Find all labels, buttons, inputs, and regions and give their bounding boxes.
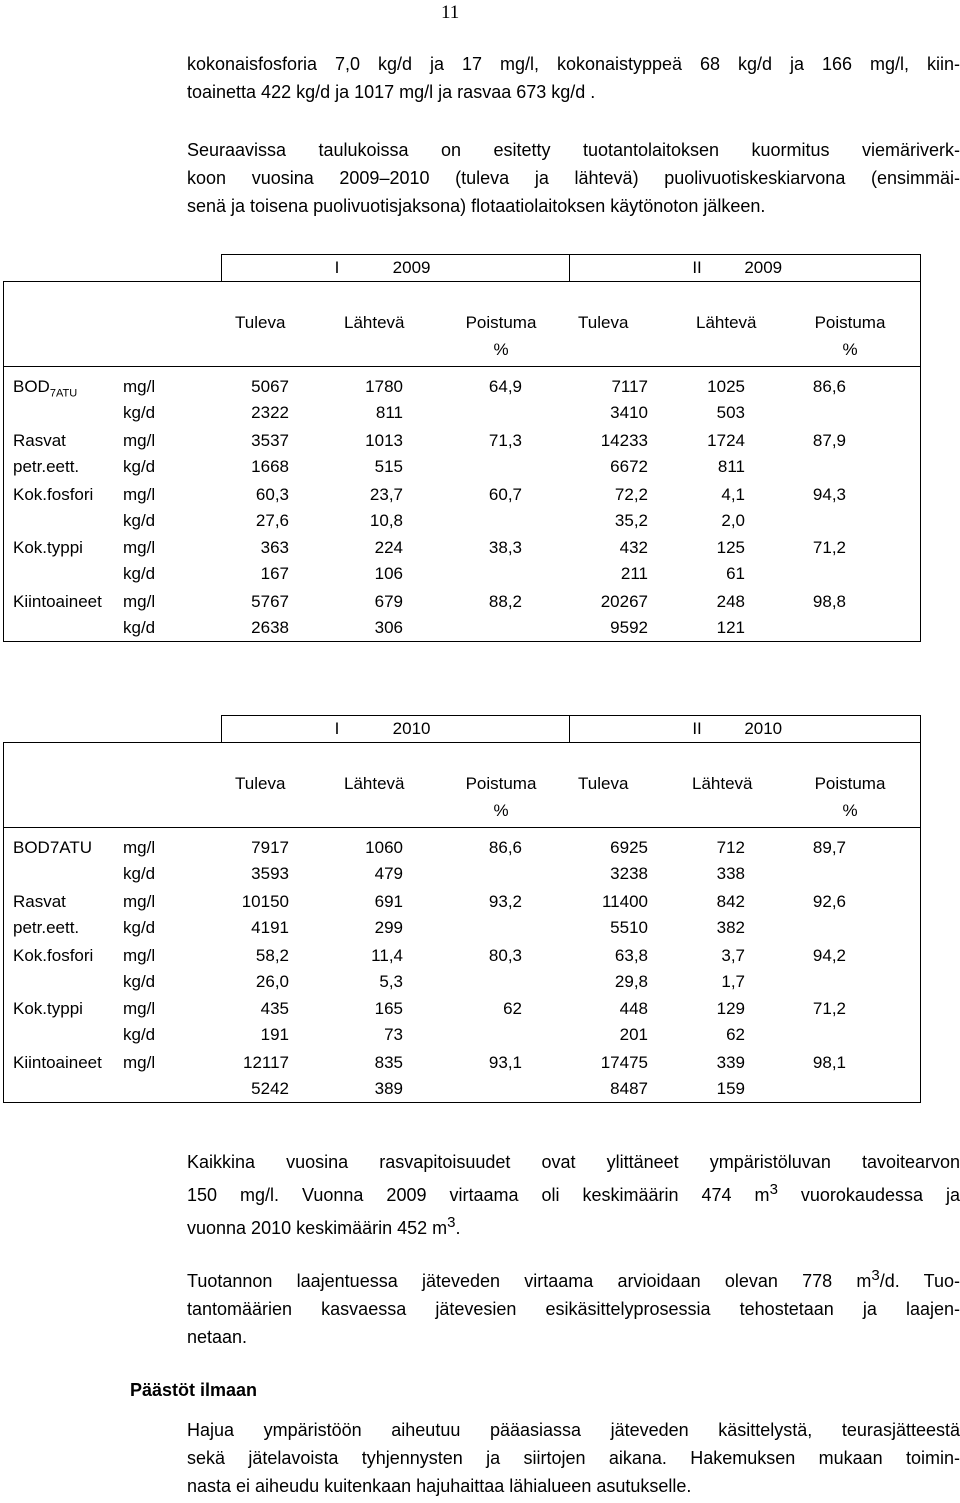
cell-tuleva-1: 2638: [251, 618, 289, 637]
cell-lahteva-2: 62: [726, 1025, 745, 1044]
cell-tuleva-2: 7117: [611, 377, 648, 396]
cell-tuleva-1: 60,3: [255, 485, 289, 504]
production-line-2: tantomäärien kasvaessa jätevesien esikäsittelyprosessia tehostetaan ja laajen-: [187, 1299, 960, 1319]
cell-tuleva-1: 2322: [251, 403, 289, 422]
cell-poistuma-2: 94,3: [812, 485, 846, 504]
col-lahteva-2: Lähtevä: [692, 774, 753, 793]
row-unit: kg/d: [123, 564, 156, 583]
row-unit: kg/d: [123, 864, 156, 883]
cell-poistuma-1: 93,1: [488, 1053, 522, 1072]
cell-tuleva-1: 5067: [251, 377, 289, 396]
table-row: [4, 377, 920, 404]
cell-tuleva-2: 448: [619, 999, 648, 1018]
description-line-1: Seuraavissa taulukoissa on esitetty tuotantolaitoksen kuormitus viemäriverk-: [187, 140, 960, 160]
cell-lahteva-2: 61: [726, 564, 745, 583]
table-row: [4, 892, 920, 919]
cell-tuleva-1: 7917: [251, 838, 289, 857]
row-unit: kg/d: [123, 918, 156, 937]
fat-paragraph: [187, 1148, 960, 1242]
period-i-year: 2009: [392, 258, 431, 277]
cell-poistuma-1: 38,3: [488, 538, 522, 557]
cell-tuleva-1: 1668: [251, 457, 289, 476]
row-unit: mg/l: [123, 892, 156, 911]
description-paragraph: [187, 136, 960, 220]
cell-lahteva-1: 479: [374, 864, 403, 883]
row-name: Rasvat: [13, 431, 66, 450]
cell-poistuma-2: 98,1: [812, 1053, 846, 1072]
row-name: Rasvat: [13, 892, 66, 911]
page-number: 11: [441, 2, 460, 23]
cell-poistuma-2: 71,2: [812, 999, 846, 1018]
cell-lahteva-1: 1780: [365, 377, 403, 396]
cell-poistuma-2: 98,8: [812, 592, 846, 611]
cell-lahteva-2: 159: [716, 1079, 745, 1098]
table-row: [4, 431, 920, 458]
production-line-3: netaan.: [187, 1327, 248, 1347]
air-line-2: sekä jätelavoista tyhjennysten ja siirtojen aikana. Hakemuksen mukaan toimin-: [187, 1448, 960, 1468]
cell-lahteva-2: 338: [716, 864, 745, 883]
cell-tuleva-2: 3238: [610, 864, 648, 883]
cell-tuleva-1: 435: [260, 999, 289, 1018]
cell-lahteva-2: 1724: [707, 431, 745, 450]
cell-tuleva-1: 5242: [251, 1079, 289, 1098]
cell-poistuma-1: 71,3: [488, 431, 522, 450]
table-row: [4, 1053, 920, 1080]
col-poistuma-1: Poistuma %: [465, 774, 537, 820]
cell-poistuma-1: 62: [503, 999, 522, 1018]
cell-lahteva-2: 121: [716, 618, 745, 637]
cell-tuleva-2: 17475: [600, 1053, 648, 1072]
cell-lahteva-2: 382: [716, 918, 745, 937]
cell-tuleva-1: 5767: [251, 592, 289, 611]
cell-tuleva-2: 11400: [601, 892, 648, 911]
header-period-ii-2009: [570, 255, 921, 282]
cell-lahteva-2: 3,7: [721, 946, 745, 965]
header-period-i-2009: [221, 255, 570, 282]
row-unit: kg/d: [123, 511, 156, 530]
cell-tuleva-2: 8487: [610, 1079, 648, 1098]
cell-tuleva-2: 9592: [610, 618, 648, 637]
cell-tuleva-1: 10150: [241, 892, 289, 911]
cell-poistuma-2: 71,2: [812, 538, 846, 557]
cell-poistuma-1: 64,9: [488, 377, 522, 396]
cell-lahteva-2: 339: [716, 1053, 745, 1072]
cell-lahteva-1: 106: [374, 564, 403, 583]
cell-poistuma-2: 94,2: [812, 946, 846, 965]
col-tuleva-1: Tuleva: [235, 774, 286, 793]
table-2009: [3, 254, 921, 642]
cell-poistuma-2: 92,6: [812, 892, 846, 911]
cell-lahteva-2: 1,7: [721, 972, 745, 991]
row-unit: mg/l: [123, 377, 156, 396]
cell-lahteva-2: 842: [716, 892, 745, 911]
cell-tuleva-2: 20267: [600, 592, 648, 611]
table-row: [4, 564, 920, 591]
cell-lahteva-1: 515: [374, 457, 403, 476]
cell-lahteva-1: 11,4: [371, 946, 403, 965]
table-row: [4, 485, 920, 512]
row-name: Kok.typpi: [13, 538, 83, 557]
row-name: Kiintoaineet: [13, 1053, 102, 1072]
row-unit: mg/l: [123, 538, 156, 557]
cell-poistuma-1: 93,2: [488, 892, 522, 911]
air-line-1: Hajua ympäristöön aiheutuu pääasiassa jäteveden käsittelystä, teurasjätteestä: [187, 1420, 960, 1440]
cell-tuleva-2: 6925: [610, 838, 648, 857]
cell-lahteva-1: 811: [375, 403, 403, 422]
cell-lahteva-1: 165: [374, 999, 403, 1018]
cell-lahteva-1: 835: [374, 1053, 403, 1072]
intro-paragraph: [187, 50, 960, 106]
period-ii-label: II: [692, 719, 702, 738]
row-name: Kiintoaineet: [13, 592, 102, 611]
cell-poistuma-2: 86,6: [812, 377, 846, 396]
table-row: [4, 1025, 920, 1052]
cell-lahteva-2: 4,1: [721, 485, 745, 504]
table-row: [4, 864, 920, 891]
table-row: [4, 511, 920, 538]
row-unit: kg/d: [123, 1025, 156, 1044]
description-line-3: senä ja toisena puolivuotisjaksona) flotaatiolaitoksen käytönoton jälkeen.: [187, 196, 766, 216]
table-2010: [3, 715, 921, 1103]
cell-tuleva-1: 27,6: [255, 511, 289, 530]
cell-poistuma-1: 86,6: [488, 838, 522, 857]
cell-tuleva-2: 72,2: [614, 485, 648, 504]
table-row: [4, 403, 920, 430]
col-lahteva-2: Lähtevä: [696, 313, 757, 332]
column-headers-2009: [4, 282, 921, 367]
cell-lahteva-1: 679: [374, 592, 403, 611]
cell-poistuma-2: 89,7: [812, 838, 846, 857]
table-row: [4, 918, 920, 945]
table-row: [4, 538, 920, 565]
air-line-3: nasta ei aiheudu kuitenkaan hajuhaittaa lähialueen asutukselle.: [187, 1476, 692, 1496]
cell-tuleva-2: 3410: [610, 403, 648, 422]
table-row: [4, 999, 920, 1026]
col-lahteva-1: Lähtevä: [344, 313, 405, 332]
row-unit: kg/d: [123, 618, 156, 637]
fat-line-3: vuonna 2010 keskimäärin 452 $m^3$.: [187, 1214, 461, 1238]
row-name: petr.eett.: [13, 457, 80, 476]
cell-lahteva-1: 1013: [365, 431, 403, 450]
row-name: Kok.fosfori: [13, 946, 94, 965]
cell-tuleva-2: 432: [619, 538, 648, 557]
fat-line-2: 150 mg/l. Vuonna 2009 virtaama oli keskimäärin 474 $m^3$ vuorokaudessa ja: [187, 1181, 960, 1205]
header-period-i-2010: [221, 716, 570, 743]
cell-lahteva-1: 10,8: [369, 511, 403, 530]
cell-tuleva-1: 58,2: [255, 946, 289, 965]
row-unit: mg/l: [123, 999, 156, 1018]
row-unit: mg/l: [123, 485, 156, 504]
cell-tuleva-1: 363: [260, 538, 289, 557]
col-tuleva-2: Tuleva: [578, 313, 629, 332]
row-unit: mg/l: [123, 946, 156, 965]
fat-line-1: Kaikkina vuosina rasvapitoisuudet ovat ylittäneet ympäristöluvan tavoitearvon: [187, 1152, 960, 1172]
table-row: [4, 457, 920, 484]
table-body-2009: [4, 367, 921, 642]
cell-lahteva-1: 691: [374, 892, 403, 911]
cell-tuleva-1: 26,0: [255, 972, 289, 991]
table-row: [4, 592, 920, 619]
intro-line-2: toainetta 422 kg/d ja 1017 mg/l ja rasvaa 673 kg/d .: [187, 82, 596, 102]
col-tuleva-1: Tuleva: [235, 313, 286, 332]
cell-tuleva-1: 3593: [251, 864, 289, 883]
cell-lahteva-1: 306: [374, 618, 403, 637]
table-body-2010: [4, 828, 921, 1103]
air-paragraph: [187, 1416, 960, 1500]
row-name: Kok.typpi: [13, 999, 83, 1018]
cell-lahteva-1: 73: [384, 1025, 403, 1044]
row-name-bod: $BOD_{7ATU}$: [13, 377, 78, 400]
period-i-label: I: [334, 719, 340, 738]
col-poistuma-2: Poistuma %: [814, 313, 886, 359]
table-row: [4, 946, 920, 973]
cell-lahteva-1: 5,3: [379, 972, 403, 991]
period-ii-label: II: [692, 258, 702, 277]
row-unit: kg/d: [123, 403, 156, 422]
period-i-label: I: [334, 258, 340, 277]
cell-tuleva-1: 4191: [251, 918, 289, 937]
row-unit: mg/l: [123, 1053, 156, 1072]
cell-tuleva-1: 167: [260, 564, 289, 583]
cell-tuleva-2: 211: [620, 564, 648, 583]
cell-lahteva-2: 503: [716, 403, 745, 422]
period-ii-year: 2010: [744, 719, 783, 738]
cell-lahteva-2: 2,0: [721, 511, 745, 530]
cell-lahteva-2: 248: [716, 592, 745, 611]
row-unit: kg/d: [123, 457, 156, 476]
cell-tuleva-2: 201: [619, 1025, 648, 1044]
production-paragraph: [187, 1262, 960, 1351]
cell-lahteva-2: 125: [716, 538, 745, 557]
cell-poistuma-1: 60,7: [488, 485, 522, 504]
row-name: petr.eett.: [13, 918, 80, 937]
row-name: Kok.fosfori: [13, 485, 94, 504]
period-ii-year: 2009: [744, 258, 783, 277]
cell-tuleva-2: 35,2: [614, 511, 648, 530]
production-line-1: Tuotannon laajentuessa jäteveden virtaama arvioidaan olevan 778 $m^3/d$. Tuo-: [187, 1267, 960, 1291]
cell-tuleva-2: 5510: [610, 918, 648, 937]
col-poistuma-1: Poistuma %: [465, 313, 537, 359]
row-unit: mg/l: [123, 592, 156, 611]
header-period-ii-2010: [570, 716, 921, 743]
cell-lahteva-2: 1025: [707, 377, 745, 396]
description-line-2: koon vuosina 2009–2010 (tuleva ja lähtevä) puolivuotiskeskiarvona (ensimmäi-: [187, 168, 960, 188]
table-row: [4, 972, 920, 999]
cell-poistuma-1: 80,3: [488, 946, 522, 965]
cell-tuleva-1: 191: [260, 1025, 289, 1044]
cell-lahteva-1: 224: [374, 538, 403, 557]
cell-lahteva-1: 299: [374, 918, 403, 937]
cell-tuleva-2: 6672: [610, 457, 648, 476]
cell-lahteva-2: 811: [717, 457, 745, 476]
cell-lahteva-2: 129: [716, 999, 745, 1018]
table-row: [4, 1079, 920, 1106]
col-poistuma-2: Poistuma %: [814, 774, 886, 820]
row-unit: mg/l: [123, 838, 156, 857]
cell-tuleva-1: 12117: [242, 1053, 289, 1072]
cell-lahteva-1: 389: [374, 1079, 403, 1098]
column-headers-2010: [4, 743, 921, 828]
cell-lahteva-1: 1060: [365, 838, 403, 857]
cell-tuleva-1: 3537: [251, 431, 289, 450]
section-heading: Päästöt ilmaan: [130, 1380, 258, 1400]
cell-tuleva-2: 14233: [600, 431, 648, 450]
table-row: [4, 618, 920, 645]
row-unit: kg/d: [123, 972, 156, 991]
col-lahteva-1: Lähtevä: [344, 774, 405, 793]
cell-lahteva-1: 23,7: [369, 485, 403, 504]
intro-line-1: kokonaisfosforia 7,0 kg/d ja 17 mg/l, kokonaistyppeä 68 kg/d ja 166 mg/l, kiin-: [187, 54, 960, 74]
cell-poistuma-1: 88,2: [488, 592, 522, 611]
table-row: [4, 838, 920, 865]
cell-tuleva-2: 29,8: [614, 972, 648, 991]
cell-lahteva-2: 712: [716, 838, 745, 857]
cell-tuleva-2: 63,8: [614, 946, 648, 965]
row-unit: mg/l: [123, 431, 156, 450]
row-name: BOD7ATU: [13, 838, 93, 857]
cell-poistuma-2: 87,9: [812, 431, 846, 450]
col-tuleva-2: Tuleva: [578, 774, 629, 793]
period-i-year: 2010: [392, 719, 431, 738]
